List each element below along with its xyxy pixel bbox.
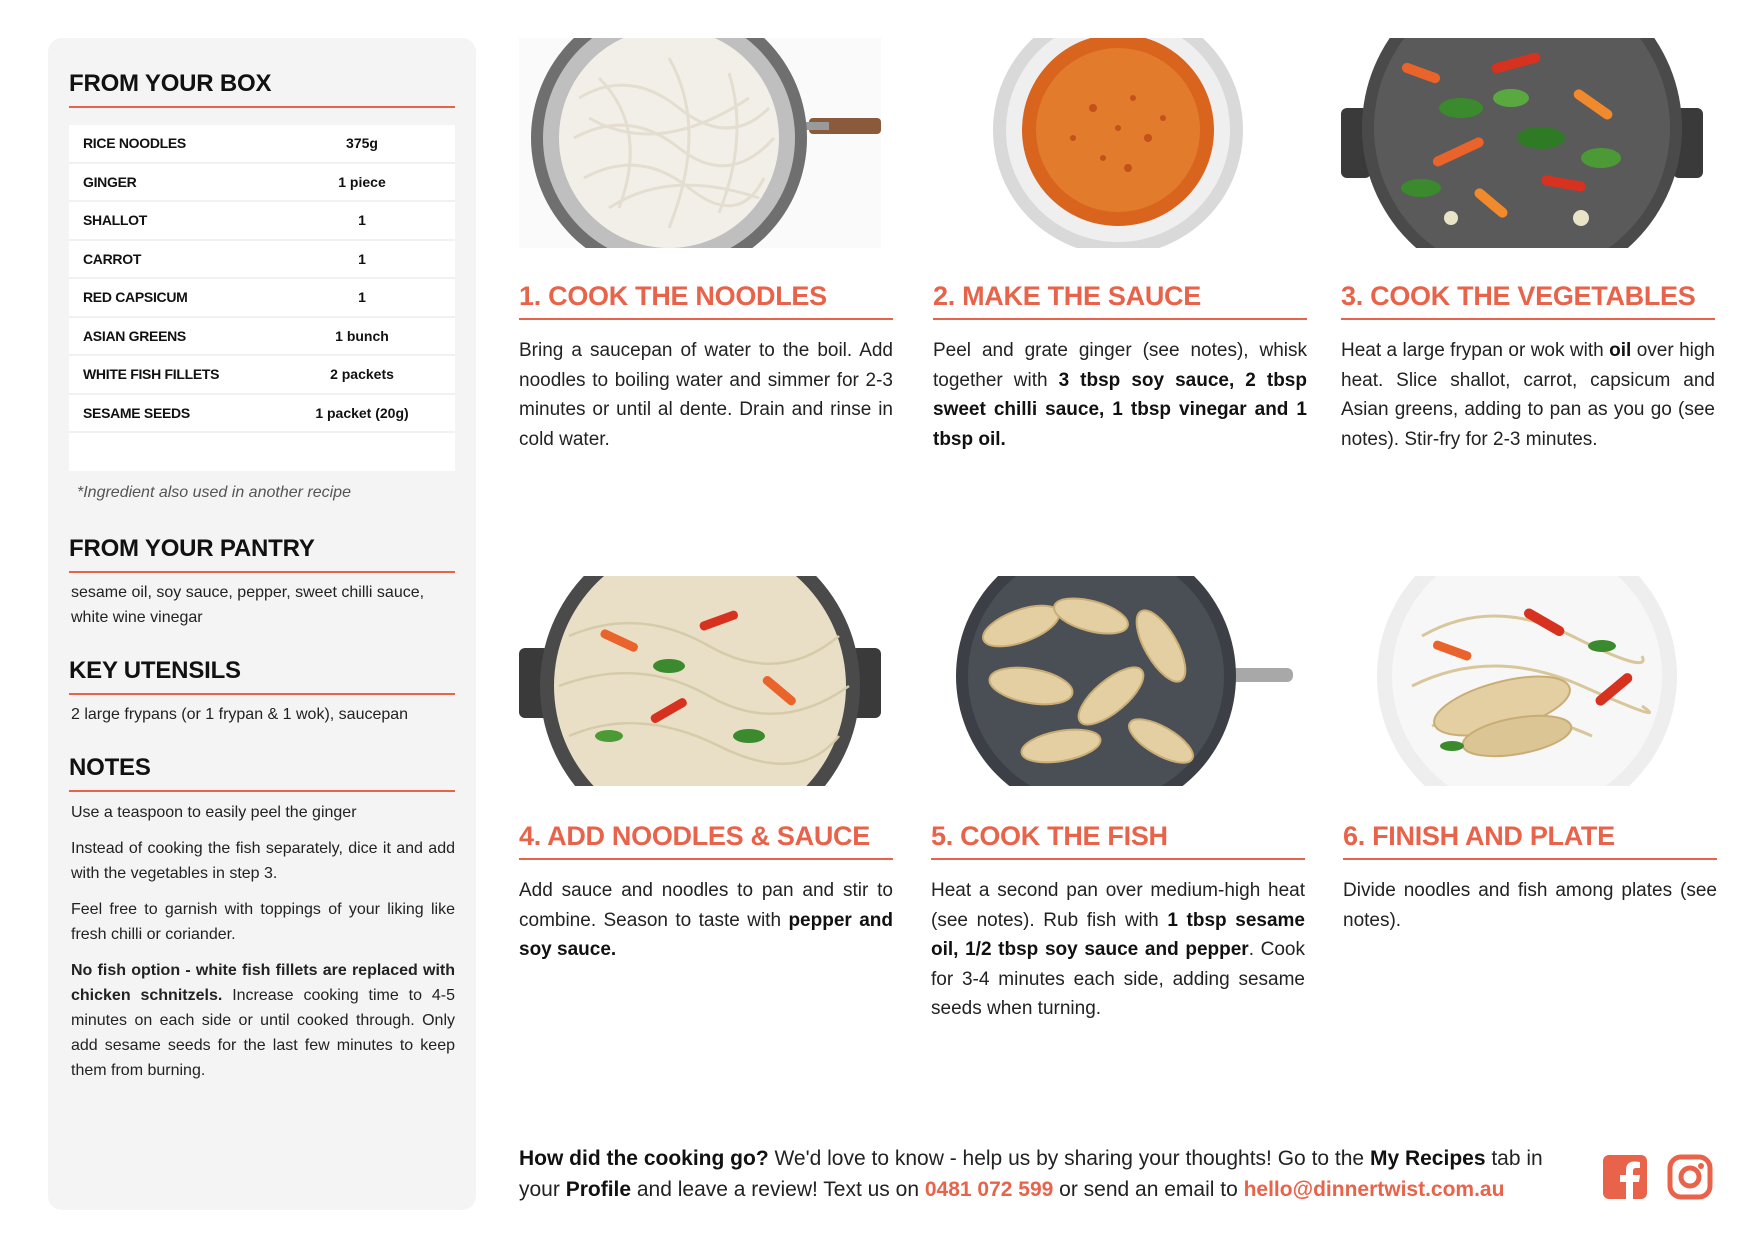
step-6-body (1343, 876, 1717, 935)
notes-list (71, 800, 455, 1094)
ingredient-row (69, 318, 455, 357)
ingredient-row (69, 279, 455, 318)
step-text: Heat a large frypan or wok with (1341, 340, 1610, 361)
ingredient-name: ASIAN GREENS (83, 327, 186, 344)
step-6-title: 6. FINISH AND PLATE (1343, 821, 1717, 860)
ingredient-name: SESAME SEEDS (83, 404, 190, 421)
step-text-bold: pepper and soy sauce. (519, 909, 893, 960)
ingredients-table (69, 125, 455, 471)
my-recipes-link[interactable]: My Recipes (1369, 1147, 1486, 1170)
footer-question: How did the cooking go? (519, 1147, 769, 1170)
from-your-box-heading: FROM YOUR BOX (69, 70, 455, 108)
ingredient-qty: 1 (358, 212, 366, 229)
no-fish-bold: No fish option - white fish fillets are replaced with chicken schnitzels. (71, 962, 455, 1004)
ingredient-qty: 1 bunch (335, 327, 389, 344)
step-5-body (931, 876, 1305, 1024)
step-4-body (519, 876, 893, 965)
step-1-body (519, 336, 893, 454)
step-3-title: 3. COOK THE VEGETABLES (1341, 281, 1715, 320)
ingredient-row (69, 125, 455, 164)
step-2-photo (933, 38, 1295, 248)
ingredient-name: GINGER (83, 173, 137, 190)
ingredient-row (69, 202, 455, 241)
note-item: Feel free to garnish with toppings of your liking like fresh chilli or coriander. (71, 901, 455, 943)
notes-heading: NOTES (69, 754, 455, 792)
step-4-photo (519, 576, 881, 786)
ingredient-row (69, 356, 455, 395)
ingredient-note: *Ingredient also used in another recipe (77, 484, 351, 501)
step-text-bold: 1 tbsp sesame oil, 1/2 tbsp soy sauce and pepper (931, 909, 1305, 960)
step-3-photo (1341, 38, 1703, 248)
footer-text-4: or send an email to (1053, 1178, 1244, 1201)
instagram-icon[interactable] (1667, 1154, 1713, 1200)
step-5-photo (931, 576, 1293, 786)
ingredient-qty: 1 packet (20g) (315, 404, 409, 421)
footer-text-2: tab in your (519, 1147, 1543, 1201)
step-1-title: 1. COOK THE NOODLES (519, 281, 893, 320)
email-link[interactable]: hello@dinnertwist.com.au (1243, 1178, 1505, 1201)
ingredient-name: WHITE FISH FILLETS (83, 366, 220, 383)
step-text: . Cook for 3-4 minutes each side, adding sesame seeds when turning. (931, 939, 1306, 1019)
step-text: Peel and grate ginger (see notes), whisk together with (933, 340, 1307, 391)
key-utensils-heading: KEY UTENSILS (69, 657, 455, 695)
ingredient-row (69, 395, 455, 434)
ingredient-name: RICE NOODLES (83, 135, 186, 152)
step-text-bold: 3 tbsp soy sauce, 2 tbsp sweet chilli sauce, 1 tbsp vinegar and 1 tbsp oil. (933, 369, 1307, 450)
step-4-title: 4. ADD NOODLES & SAUCE (519, 821, 893, 860)
phone-link[interactable]: 0481 072 599 (924, 1178, 1054, 1201)
utensils-text: 2 large frypans (or 1 frypan & 1 wok), saucepan (71, 706, 409, 723)
ingredient-row (69, 164, 455, 203)
ingredient-qty: 375g (346, 135, 378, 152)
profile-link[interactable]: Profile (565, 1178, 632, 1201)
ingredient-name: SHALLOT (83, 212, 148, 229)
footer-text-3: and leave a review! Text us on (631, 1178, 925, 1201)
step-2-title: 2. MAKE THE SAUCE (933, 281, 1307, 320)
no-fish-text: Increase cooking time to 4-5 minutes on each side or until cooked through. Only add sesame seeds for the last few minutes to keep them from burning. (71, 987, 455, 1079)
feedback-footer (519, 1143, 1579, 1205)
note-item: Use a teaspoon to easily peel the ginger (71, 804, 357, 821)
ingredient-qty: 1 piece (338, 173, 386, 190)
ingredient-qty: 1 (358, 289, 366, 306)
step-6-photo (1342, 576, 1704, 786)
step-5-title: 5. COOK THE FISH (931, 821, 1305, 860)
step-text: Bring a saucepan of water to the boil. Add noodles to boiling water and simmer for 2-3 minutes or until al dente. Drain and rinse in cold water. (519, 340, 893, 450)
step-3-body (1341, 336, 1715, 454)
step-2-body (933, 336, 1307, 454)
footer-text-1: We'd love to know - help us by sharing your thoughts! Go to the (768, 1147, 1370, 1170)
step-text: Heat a second pan over medium-high heat (see notes). Rub fish with (931, 880, 1305, 931)
step-text: over high heat. Slice shallot, carrot, capsicum and Asian greens, adding to pan as you go (see notes). Stir-fry for 2-3 minutes. (1341, 340, 1715, 450)
ingredient-name: RED CAPSICUM (83, 289, 188, 306)
facebook-icon[interactable] (1602, 1154, 1648, 1200)
pantry-text: sesame oil, soy sauce, pepper, sweet chilli sauce, white wine vinegar (71, 584, 425, 626)
no-fish-note (71, 958, 455, 1083)
ingredient-qty: 1 (358, 250, 366, 267)
note-item: Instead of cooking the fish separately, dice it and add with the vegetables in step 3. (71, 840, 455, 882)
step-1-photo (519, 38, 881, 248)
ingredients-sidebar (48, 38, 476, 1210)
ingredient-row (69, 241, 455, 280)
ingredient-qty: 2 packets (330, 366, 394, 383)
from-your-pantry-heading: FROM YOUR PANTRY (69, 535, 455, 573)
step-text-bold: oil (1609, 340, 1632, 361)
step-text: Add sauce and noodles to pan and stir to combine. Season to taste with (519, 880, 893, 931)
step-text: Divide noodles and fish among plates (see notes). (1343, 880, 1717, 931)
ingredient-name: CARROT (83, 250, 142, 267)
